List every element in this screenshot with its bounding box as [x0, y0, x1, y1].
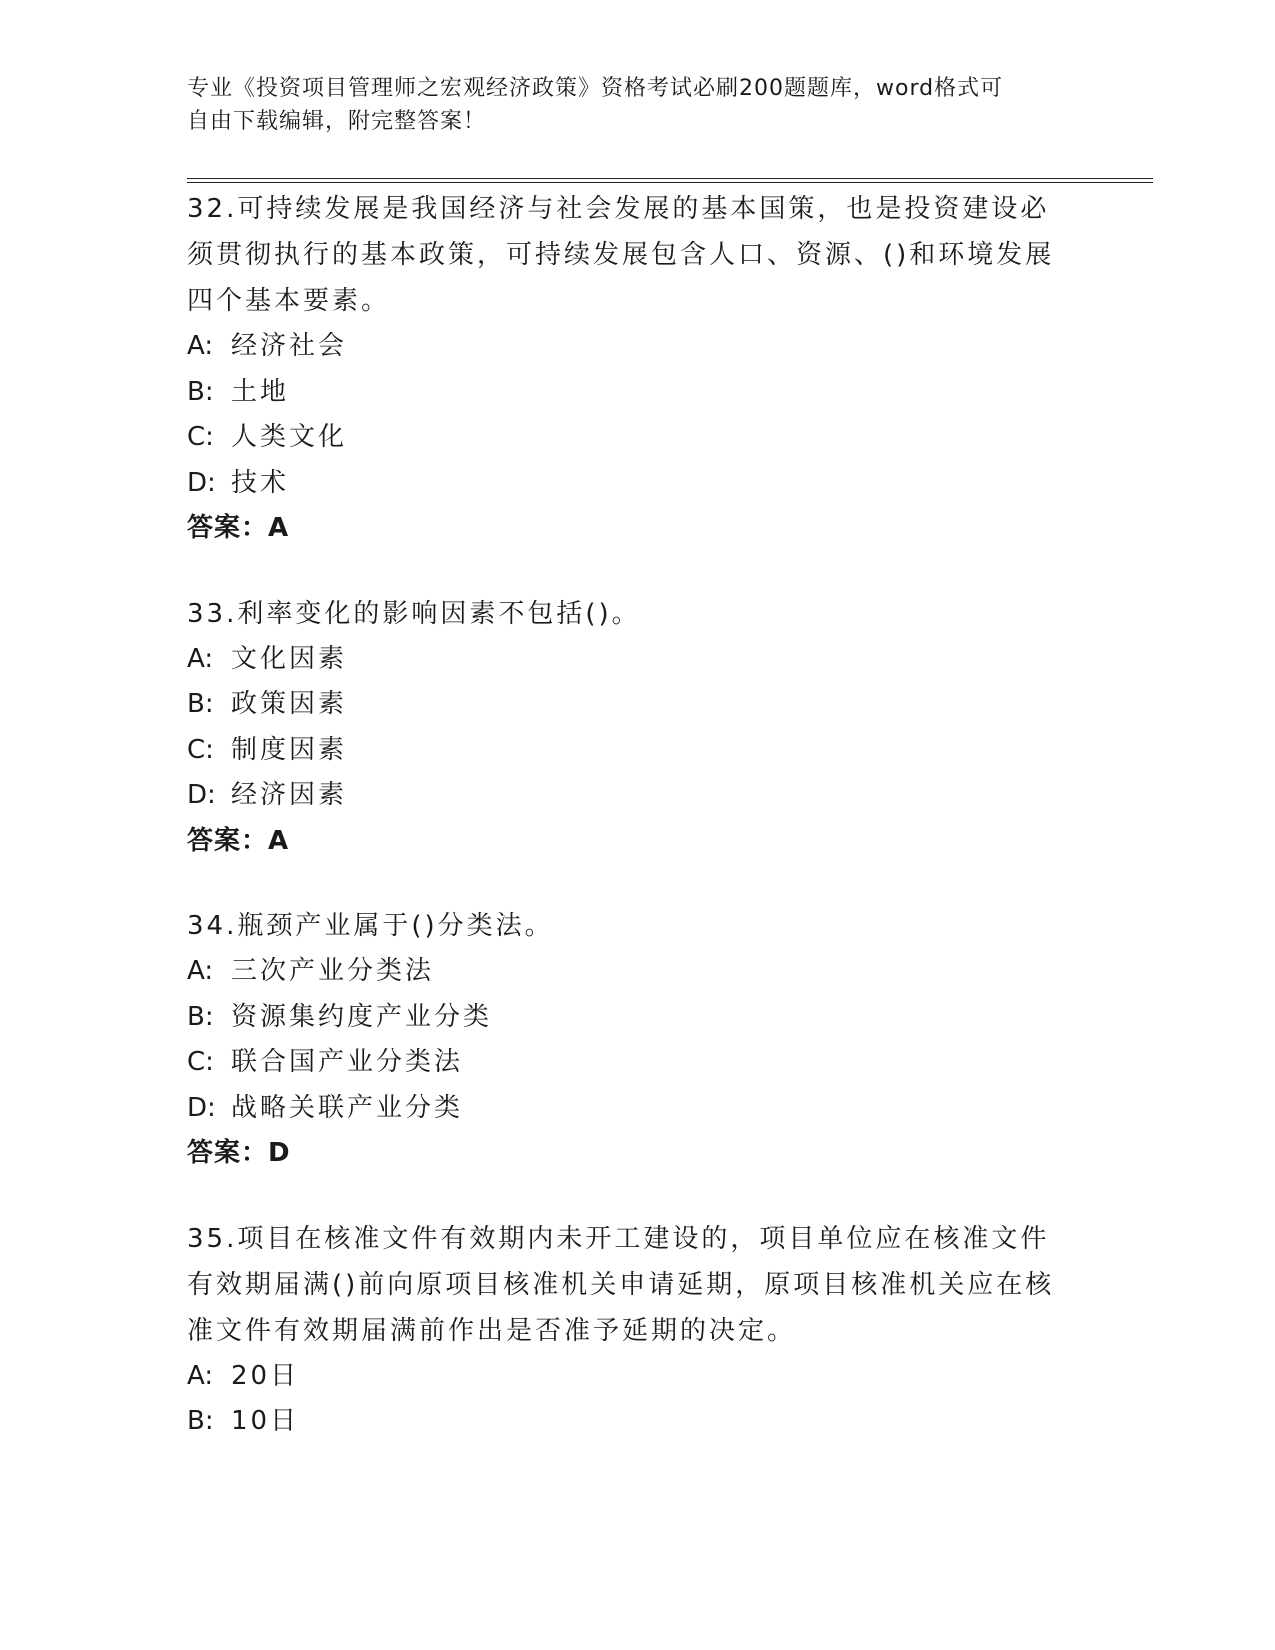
option-c	[187, 728, 1087, 774]
option-text: 资源集约度产业分类	[231, 1001, 493, 1032]
option-text: 经济因素	[231, 780, 348, 810]
option-letter: B:	[187, 1406, 214, 1436]
option-b	[187, 682, 1087, 728]
question-32	[187, 186, 1087, 552]
header-line-2: 自由下载编辑，附完整答案！	[187, 109, 487, 134]
option-letter: D:	[187, 467, 216, 498]
option-b	[187, 995, 1087, 1041]
question-34	[187, 903, 1087, 1177]
option-d	[187, 461, 1087, 507]
option-text: 土地	[231, 376, 290, 407]
option-letter: D:	[187, 780, 216, 810]
header-divider-top	[187, 178, 1153, 179]
question-list	[187, 186, 1087, 1484]
option-letter: D:	[187, 1092, 216, 1123]
question-stem: 34.瓶颈产业属于()分类法。	[187, 911, 554, 941]
answer-line: 答案：A	[187, 825, 290, 856]
header-divider-bottom	[187, 182, 1153, 183]
answer-line: 答案：A	[187, 513, 290, 543]
question-stem: 32.可持续发展是我国经济与社会发展的基本国策，也是投资建设必须贯彻执行的基本政策，可持续发展包含人口、资源、()和环境发展四个基本要素。	[187, 194, 1055, 316]
option-letter: C:	[187, 1047, 214, 1077]
question-stem: 35.项目在核准文件有效期内未开工建设的，项目单位应在核准文件有效期届满()前向原项目核准机关申请延期，原项目核准机关应在核准文件有效期届满前作出是否准予延期的决定。	[187, 1223, 1055, 1346]
option-b	[187, 370, 1087, 416]
option-text: 战略关联产业分类	[231, 1092, 464, 1123]
option-a	[187, 324, 1087, 370]
answer-line: 答案：D	[187, 1138, 291, 1168]
option-text: 人类文化	[231, 422, 348, 452]
option-text: 文化因素	[231, 643, 348, 674]
option-a	[187, 1354, 1087, 1400]
option-letter: B:	[187, 376, 214, 407]
option-letter: B:	[187, 1001, 214, 1032]
option-text: 联合国产业分类法	[231, 1047, 464, 1077]
option-d	[187, 773, 1087, 819]
option-text: 经济社会	[231, 331, 348, 361]
option-a	[187, 949, 1087, 995]
document-header	[187, 72, 1067, 138]
option-letter: C:	[187, 734, 214, 765]
option-d	[187, 1086, 1087, 1132]
option-text: 政策因素	[231, 689, 348, 719]
option-letter: A:	[187, 331, 214, 361]
option-letter: C:	[187, 422, 214, 452]
header-line-1: 专业《投资项目管理师之宏观经济政策》资格考试必刷200题题库，word格式可	[187, 76, 1004, 101]
option-c	[187, 1040, 1087, 1086]
option-a	[187, 637, 1087, 683]
option-letter: A:	[187, 1360, 214, 1391]
option-letter: B:	[187, 689, 214, 719]
option-letter: A:	[187, 643, 214, 674]
option-c	[187, 415, 1087, 461]
option-text: 三次产业分类法	[231, 956, 435, 986]
option-b	[187, 1399, 1087, 1445]
option-text: 20日	[231, 1360, 300, 1391]
option-letter: A:	[187, 956, 214, 986]
question-33	[187, 591, 1087, 865]
option-text: 技术	[231, 467, 290, 498]
question-35	[187, 1216, 1087, 1445]
option-text: 10日	[231, 1406, 300, 1436]
question-stem: 33.利率变化的影响因素不包括()。	[187, 598, 641, 629]
option-text: 制度因素	[231, 734, 348, 765]
